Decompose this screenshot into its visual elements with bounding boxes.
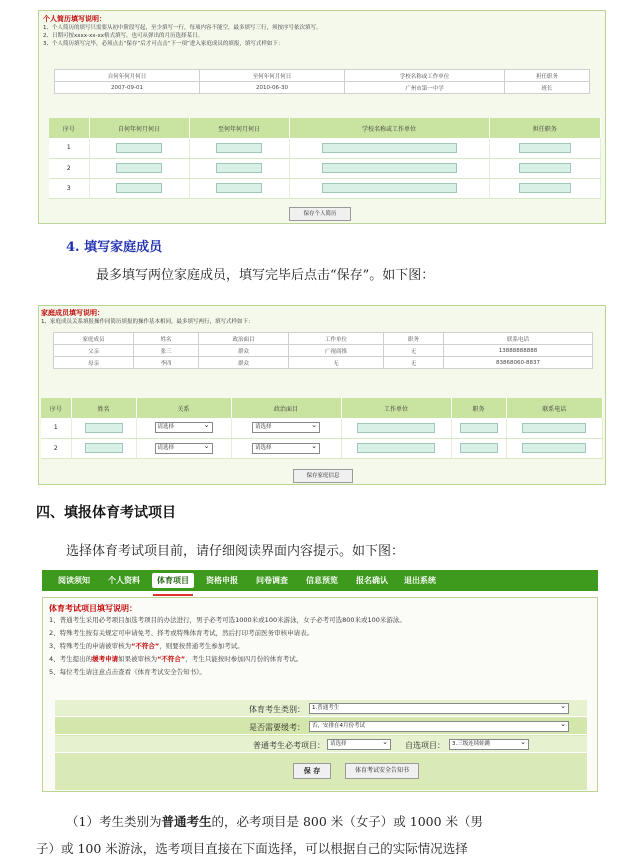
school-input[interactable] bbox=[322, 163, 457, 173]
example-header: 学校名称或工作单位 bbox=[345, 70, 505, 82]
example-cell: 李四 bbox=[134, 357, 199, 369]
resume-notice-line: 2、日期可按xxxx-xx-xx格式填写，也可从弹出的月历选择某日。 bbox=[43, 33, 204, 39]
notice-text: ，考生只能按时参加四月份的体育考试。 bbox=[185, 655, 303, 663]
start-date-input[interactable] bbox=[116, 183, 162, 193]
example-header: 工作单位 bbox=[289, 333, 384, 345]
family-notice-title: 家庭成员填写说明： bbox=[41, 309, 104, 317]
family-example-table bbox=[53, 332, 593, 369]
relation-select[interactable]: 请选择 ⌄ bbox=[155, 443, 213, 454]
example-cell: 无 bbox=[384, 357, 444, 369]
para-bold: 普通考生 bbox=[161, 814, 212, 829]
para-text: （1）考生类别为 bbox=[66, 814, 162, 829]
example-cell: 无 bbox=[289, 357, 384, 369]
end-date-input[interactable] bbox=[216, 163, 262, 173]
heading-sports: 四、填报体育考试项目 bbox=[36, 505, 176, 521]
example-header: 至何年何月何日 bbox=[200, 70, 345, 82]
sports-notice-line bbox=[49, 653, 406, 666]
nav-confirm[interactable]: 报名确认 bbox=[356, 576, 388, 585]
family-panel bbox=[38, 305, 606, 485]
resume-notice-line: 1、个人简历的填写只需要从初中阶段写起，至少填写一行，每项内容不能空，最多填写三行，须按序号依次填写。 bbox=[43, 25, 322, 31]
table-row bbox=[49, 178, 601, 198]
row-number: 1 bbox=[49, 138, 89, 158]
example-cell: 13888888888 bbox=[444, 345, 593, 357]
phone-input[interactable] bbox=[522, 423, 586, 433]
para-sports: 选择体育考试项目前，请仔细阅读界面内容提示。如下图： bbox=[66, 544, 405, 559]
example-cell: 张三 bbox=[134, 345, 199, 357]
relation-select[interactable]: 请选择 ⌄ bbox=[155, 422, 213, 433]
notice-text: 3、特殊考生的申请被审核为 bbox=[49, 642, 132, 650]
table-row bbox=[41, 438, 603, 458]
nav-logout[interactable]: 退出系统 bbox=[404, 576, 436, 585]
example-cell: 母亲 bbox=[54, 357, 134, 369]
sports-form bbox=[55, 700, 587, 790]
col-header: 联系电话 bbox=[506, 398, 603, 418]
resume-notice-title: 个人简历填写说明： bbox=[43, 15, 106, 23]
notice-text: 4、考生提出的 bbox=[49, 655, 93, 663]
para-text: 的，必考项目是 800 米（女子）或 1000 米（男 bbox=[211, 814, 484, 829]
example-cell: 无 bbox=[384, 345, 444, 357]
end-date-input[interactable] bbox=[216, 143, 262, 153]
sports-notice-title: 体育考试项目填写说明： bbox=[49, 604, 137, 613]
notice-emphasis: “不符合” bbox=[157, 655, 186, 663]
notice-emphasis: 缓考申请 bbox=[92, 655, 119, 663]
sports-panel bbox=[42, 597, 598, 792]
start-date-input[interactable] bbox=[116, 163, 162, 173]
resume-example-table bbox=[54, 69, 590, 94]
col-header: 担任职务 bbox=[489, 118, 601, 138]
nav-read-notice[interactable]: 阅读须知 bbox=[58, 576, 90, 585]
example-header: 政治面目 bbox=[199, 333, 289, 345]
col-header: 工作单位 bbox=[341, 398, 451, 418]
school-input[interactable] bbox=[322, 143, 457, 153]
notice-text: 5、每位考生请注意点击查看《体育考试安全告知书》。 bbox=[49, 668, 206, 676]
table-row bbox=[49, 158, 601, 178]
position-input[interactable] bbox=[519, 143, 571, 153]
end-date-input[interactable] bbox=[216, 183, 262, 193]
sports-notice-line bbox=[49, 640, 406, 653]
example-cell: 2007-09-01 bbox=[55, 82, 200, 94]
position-input[interactable] bbox=[519, 183, 571, 193]
save-resume-button[interactable]: 保存个人简历 bbox=[289, 207, 351, 221]
work-unit-input[interactable] bbox=[357, 443, 435, 453]
optional-item-select[interactable]: 3.三级连续蛙跳 ⌄ bbox=[449, 739, 529, 750]
row-number: 2 bbox=[49, 158, 89, 178]
resume-panel bbox=[38, 10, 606, 224]
position-input[interactable] bbox=[519, 163, 571, 173]
nav-qualification[interactable]: 资格申报 bbox=[206, 576, 238, 585]
heading-family: 4. 填写家庭成员 bbox=[66, 240, 163, 255]
label-optional-item: 自选项目： bbox=[405, 741, 445, 750]
work-unit-input[interactable] bbox=[357, 423, 435, 433]
example-cell: 班长 bbox=[505, 82, 590, 94]
school-input[interactable] bbox=[322, 183, 457, 193]
notice-emphasis: “不符合” bbox=[131, 642, 160, 650]
notice-text: 如果被审核为 bbox=[118, 655, 158, 663]
family-notice-line: 1、家庭成员关系填报操作同简历填报的操作基本相同，最多填写两行，填写式样如下： bbox=[41, 319, 254, 325]
save-sports-button[interactable]: 保 存 bbox=[293, 763, 331, 779]
phone-input[interactable] bbox=[522, 443, 586, 453]
required-item-select[interactable]: 请选择 ⌄ bbox=[327, 739, 391, 750]
example-cell: 群众 bbox=[199, 357, 289, 369]
save-family-button[interactable]: 保存家庭信息 bbox=[293, 469, 353, 483]
nav-personal-info[interactable]: 个人资料 bbox=[108, 576, 140, 585]
example-cell: 2010-06-30 bbox=[200, 82, 345, 94]
example-header: 家庭成员 bbox=[54, 333, 134, 345]
example-cell: 83868060-8837 bbox=[444, 357, 593, 369]
col-header: 至何年何月何日 bbox=[189, 118, 289, 138]
resume-notice-line: 3、个人简历填写完毕，必须点击“保存”后才可点击“下一项”进入家庭成员的填报，填写式样如下： bbox=[43, 41, 284, 47]
col-header: 姓名 bbox=[71, 398, 136, 418]
family-form-table bbox=[41, 398, 603, 459]
example-header: 姓名 bbox=[134, 333, 199, 345]
col-header: 政治面目 bbox=[231, 398, 341, 418]
label-required-item: 普通考生必考项目： bbox=[253, 741, 325, 750]
notice-text: 2、特殊考生按有关规定可申请免考、择考或特殊体育考试，然后打印考前医务审核申请表。 bbox=[49, 629, 314, 637]
nav-preview[interactable]: 信息预览 bbox=[306, 576, 338, 585]
example-cell: 广视商推 bbox=[289, 345, 384, 357]
example-header: 自何年何月何日 bbox=[55, 70, 200, 82]
duty-input[interactable] bbox=[460, 443, 498, 453]
start-date-input[interactable] bbox=[116, 143, 162, 153]
example-cell: 广州市第一中学 bbox=[345, 82, 505, 94]
political-select[interactable]: 请选择 ⌄ bbox=[252, 443, 320, 454]
label-defer: 是否需要缓考： bbox=[249, 723, 305, 732]
col-header: 序号 bbox=[41, 398, 71, 418]
safety-notice-button[interactable]: 体育考试安全告知书 bbox=[345, 763, 419, 779]
col-header: 学校名称或工作单位 bbox=[289, 118, 489, 138]
para-bottom-1 bbox=[66, 812, 483, 830]
example-cell: 父亲 bbox=[54, 345, 134, 357]
duty-input[interactable] bbox=[460, 423, 498, 433]
nav-sports-items[interactable]: 体育项目 bbox=[152, 573, 194, 588]
para-bottom-2: 子）或 100 米游泳，选考项目直接在下面选择，可以根据自己的实际情况选择 bbox=[36, 841, 468, 856]
name-input[interactable] bbox=[85, 423, 123, 433]
example-cell: 群众 bbox=[199, 345, 289, 357]
row-number: 1 bbox=[41, 418, 71, 438]
table-row bbox=[41, 418, 603, 438]
active-tab-indicator bbox=[153, 594, 193, 596]
para-family: 最多填写两位家庭成员，填写完毕后点击“保存”。如下图： bbox=[96, 268, 435, 283]
defer-select[interactable]: 否，安排在4月份考试 ⌄ bbox=[309, 721, 569, 732]
table-row bbox=[49, 138, 601, 158]
notice-text: ，则要按普通考生参加考试。 bbox=[159, 642, 244, 650]
sports-notice-line bbox=[49, 627, 406, 640]
nav-survey[interactable]: 问卷调查 bbox=[256, 576, 288, 585]
political-select[interactable]: 请选择 ⌄ bbox=[252, 422, 320, 433]
main-nav bbox=[42, 570, 598, 591]
student-type-select[interactable]: 1.普通考生 ⌄ bbox=[309, 703, 569, 714]
row-number: 3 bbox=[49, 178, 89, 198]
example-header: 担任职务 bbox=[505, 70, 590, 82]
name-input[interactable] bbox=[85, 443, 123, 453]
col-header: 关系 bbox=[136, 398, 231, 418]
row-number: 2 bbox=[41, 438, 71, 458]
label-student-type: 体育考生类别： bbox=[249, 705, 305, 714]
col-header: 序号 bbox=[49, 118, 89, 138]
example-header: 联系电话 bbox=[444, 333, 593, 345]
example-header: 职务 bbox=[384, 333, 444, 345]
notice-text: 1、普通考生采用必考项目加选考项目的办法进行，男子必考可选1000米或100米游泳，女子必考可选800米或100米游泳。 bbox=[49, 616, 406, 624]
col-header: 自何年何月何日 bbox=[89, 118, 189, 138]
sports-notice-line bbox=[49, 666, 406, 679]
col-header: 职务 bbox=[451, 398, 506, 418]
sports-notice-line bbox=[49, 614, 406, 627]
resume-form-table bbox=[49, 118, 601, 199]
